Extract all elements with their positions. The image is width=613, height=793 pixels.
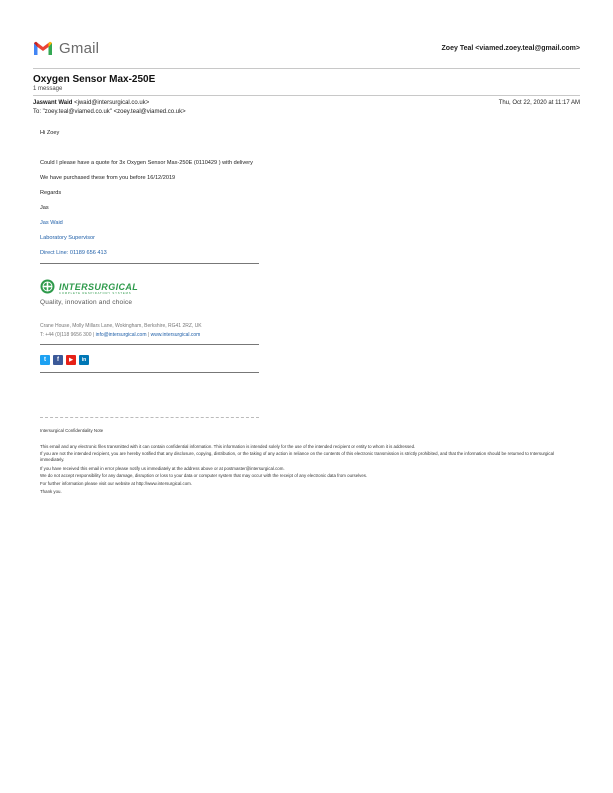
gmail-logo xyxy=(33,40,99,57)
contact-separator: | xyxy=(147,332,150,338)
body-line-1: Could I please have a quote for 3x Oxygen Sensor Max-250E (0110429 ) with delivery xyxy=(40,160,253,166)
signature-name: Jas Waid xyxy=(40,220,63,226)
company-phone: T: +44 (0)118 9656 300 | xyxy=(40,332,95,338)
sender-email: <jwaid@intersurgical.co.uk> xyxy=(74,100,150,106)
subject-divider xyxy=(33,95,580,96)
recipient-line: To: "zoey.teal@viamed.co.uk" <zoey.teal@viamed.co.uk> xyxy=(33,109,186,115)
confidentiality-title: Intersurgical Confidentiality Note xyxy=(40,428,104,433)
confidentiality-p5: For further information please visit our website at http://www.intersurgical.com. xyxy=(40,481,193,486)
social-divider xyxy=(40,372,259,373)
signature-direct-line[interactable]: Direct Line: 01189 656 413 xyxy=(40,250,107,256)
sender-line xyxy=(33,100,149,106)
contact-divider xyxy=(40,344,259,345)
company-email-link[interactable]: info@intersurgical.com xyxy=(95,332,147,338)
social-icons xyxy=(40,355,89,365)
linkedin-icon[interactable]: in xyxy=(79,355,89,365)
twitter-icon[interactable]: t xyxy=(40,355,50,365)
company-tagline: Quality, innovation and choice xyxy=(40,299,133,306)
company-address: Crane House, Molly Millars Lane, Wokingham, Berkshire, RG41 2RZ, UK xyxy=(40,323,202,329)
message-date: Thu, Oct 22, 2020 at 11:17 AM xyxy=(498,100,580,106)
gmail-m-icon xyxy=(33,41,53,56)
contact-line xyxy=(40,332,200,338)
body-line-2: We have purchased these from you before 16/12/2019 xyxy=(40,175,176,181)
gmail-wordmark: Gmail xyxy=(59,40,100,57)
facebook-icon[interactable]: f xyxy=(53,355,63,365)
header-divider xyxy=(33,68,580,69)
brand-name: INTERSURGICAL xyxy=(59,281,139,292)
signature-divider xyxy=(40,263,259,264)
brand-subtitle: COMPLETE RESPIRATORY SYSTEMS xyxy=(59,291,132,295)
company-website-link[interactable]: www.intersurgical.com xyxy=(150,332,201,338)
confidentiality-p2: If you are not the intended recipient, you are hereby notified that any disclosure, copying, distribution, or the taking of any action in reliance on the contents of this electronic transmission is strictly prohibited, and that the information should be returned to Intersurgical immediately. xyxy=(40,451,554,463)
youtube-icon[interactable]: ▶ xyxy=(66,355,76,365)
account-label: Zoey Teal <viamed.zoey.teal@gmail.com> xyxy=(441,45,580,52)
greeting: Hi Zoey xyxy=(40,130,60,136)
closing: Regards xyxy=(40,190,62,196)
sender-name: Jaswant Waid xyxy=(33,100,73,106)
confidentiality-p4: We do not accept responsibility for any damage, disruption or loss to your data or computer system that may occur with the receipt of any electronic data from ourselves. xyxy=(40,473,368,478)
signature-title: Laboratory Supervisor xyxy=(40,235,96,241)
thread-subject: Oxygen Sensor Max-250E xyxy=(33,74,156,85)
intersurgical-emblem-icon xyxy=(40,279,55,294)
confidentiality-divider xyxy=(40,417,259,418)
message-count: 1 message xyxy=(33,86,63,92)
confidentiality-p3: If you have received this email in error please notify us immediately at the address above or at postmaster@intersurgical.com. xyxy=(40,466,285,471)
confidentiality-p6: Thank you. xyxy=(40,489,62,494)
short-name: Jas xyxy=(40,205,49,211)
confidentiality-p1: This email and any electronic files transmitted with it can contain confidential information. This information is intended solely for the use of the intended recipient or entity to whom it is addressed. xyxy=(40,444,416,449)
